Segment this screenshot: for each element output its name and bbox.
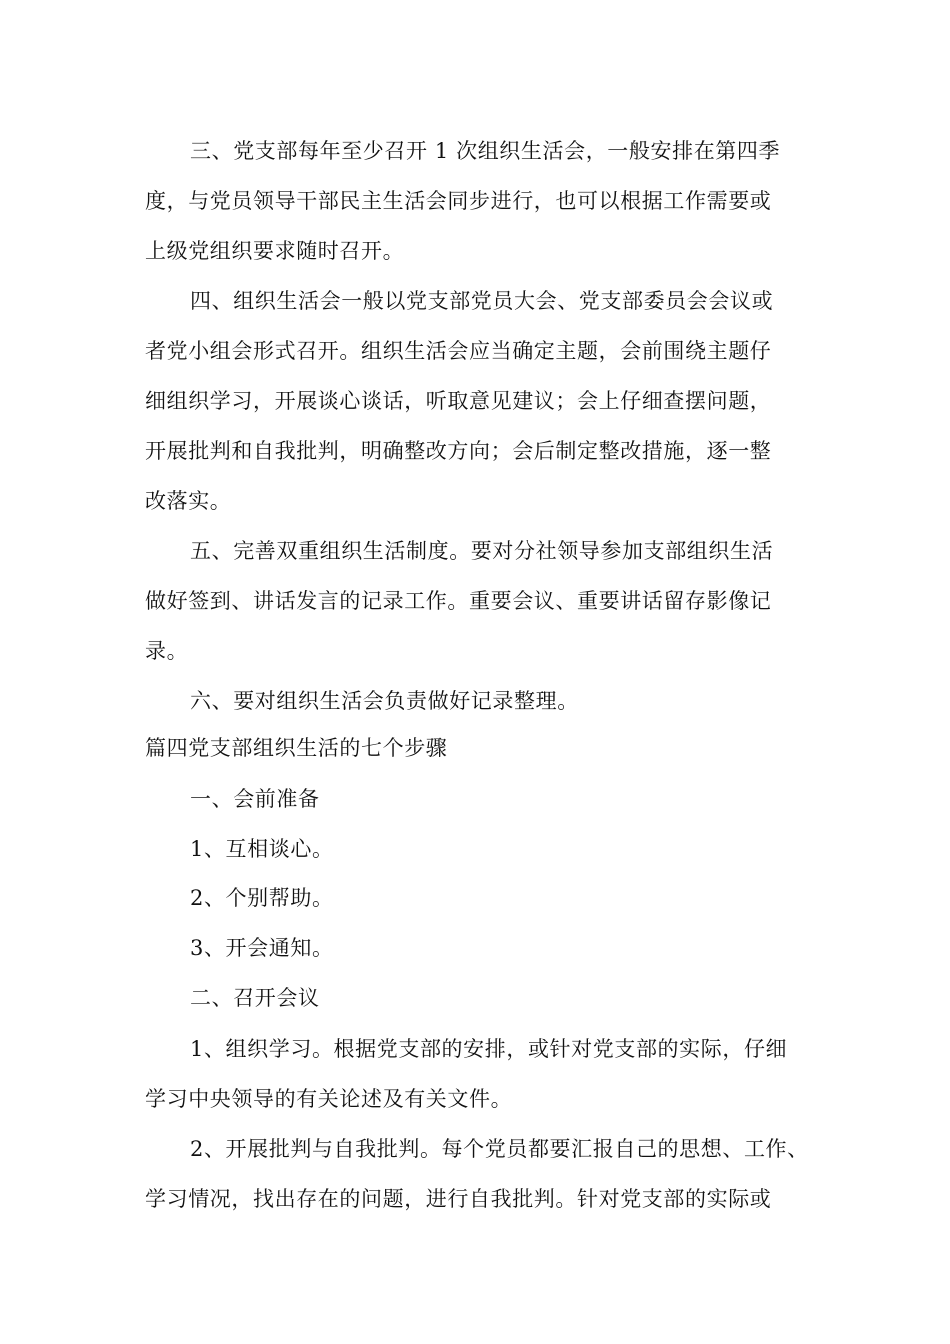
text-line: 四、组织生活会一般以党支部党员大会、党支部委员会会议或 — [190, 289, 774, 313]
text-line: 二、召开会议 — [190, 986, 320, 1010]
text-line: 细组织学习，开展谈心谈话，听取意见建议；会上仔细查摆问题， — [145, 389, 772, 413]
text-line: 1、互相谈心。 — [190, 837, 334, 861]
item-hold-meeting — [145, 973, 835, 1023]
text-line: 六、要对组织生活会负责做好记录整理。 — [190, 689, 579, 713]
item-notice — [145, 923, 835, 973]
text-line: 三、党支部每年至少召开 1 次组织生活会，一般安排在第四季 — [190, 139, 781, 163]
text-line: 者党小组会形式召开。组织生活会应当确定主题，会前围绕主题仔 — [145, 339, 772, 363]
text-line: 2、开展批判与自我批判。每个党员都要汇报自己的思想、工作、 — [190, 1137, 809, 1161]
heading-text: 篇四党支部组织生活的七个步骤 — [145, 736, 448, 760]
text-line: 学习中央领导的有关论述及有关文件。 — [145, 1087, 513, 1111]
text-line: 改落实。 — [145, 489, 232, 513]
paragraph-si — [145, 276, 835, 526]
text-line: 上级党组织要求随时召开。 — [145, 239, 405, 263]
text-line: 学习情况，找出存在的问题，进行自我批判。针对党支部的实际或 — [145, 1187, 772, 1211]
text-line: 做好签到、讲话发言的记录工作。重要会议、重要讲话留存影像记 — [145, 589, 772, 613]
text-line: 度，与党员领导干部民主生活会同步进行，也可以根据工作需要或 — [145, 189, 772, 213]
item-study — [145, 1024, 835, 1124]
text-line: 录。 — [145, 639, 189, 663]
paragraph-liu — [145, 676, 835, 726]
text-line: 2、个别帮助。 — [190, 886, 334, 910]
text-line: 一、会前准备 — [190, 787, 320, 811]
text-line: 开展批判和自我批判，明确整改方向；会后制定整改措施，逐一整 — [145, 439, 772, 463]
text-line: 3、开会通知。 — [190, 936, 334, 960]
paragraph-san — [145, 126, 835, 276]
item-meeting-prep — [145, 774, 835, 824]
text-line: 1、组织学习。根据党支部的安排，或针对党支部的实际，仔细 — [190, 1037, 788, 1061]
item-talk — [145, 824, 835, 874]
item-help — [145, 873, 835, 923]
item-criticism — [145, 1124, 835, 1224]
text-line: 五、完善双重组织生活制度。要对分社领导参加支部组织生活 — [190, 539, 774, 563]
section-heading — [145, 723, 835, 773]
paragraph-wu — [145, 526, 835, 676]
